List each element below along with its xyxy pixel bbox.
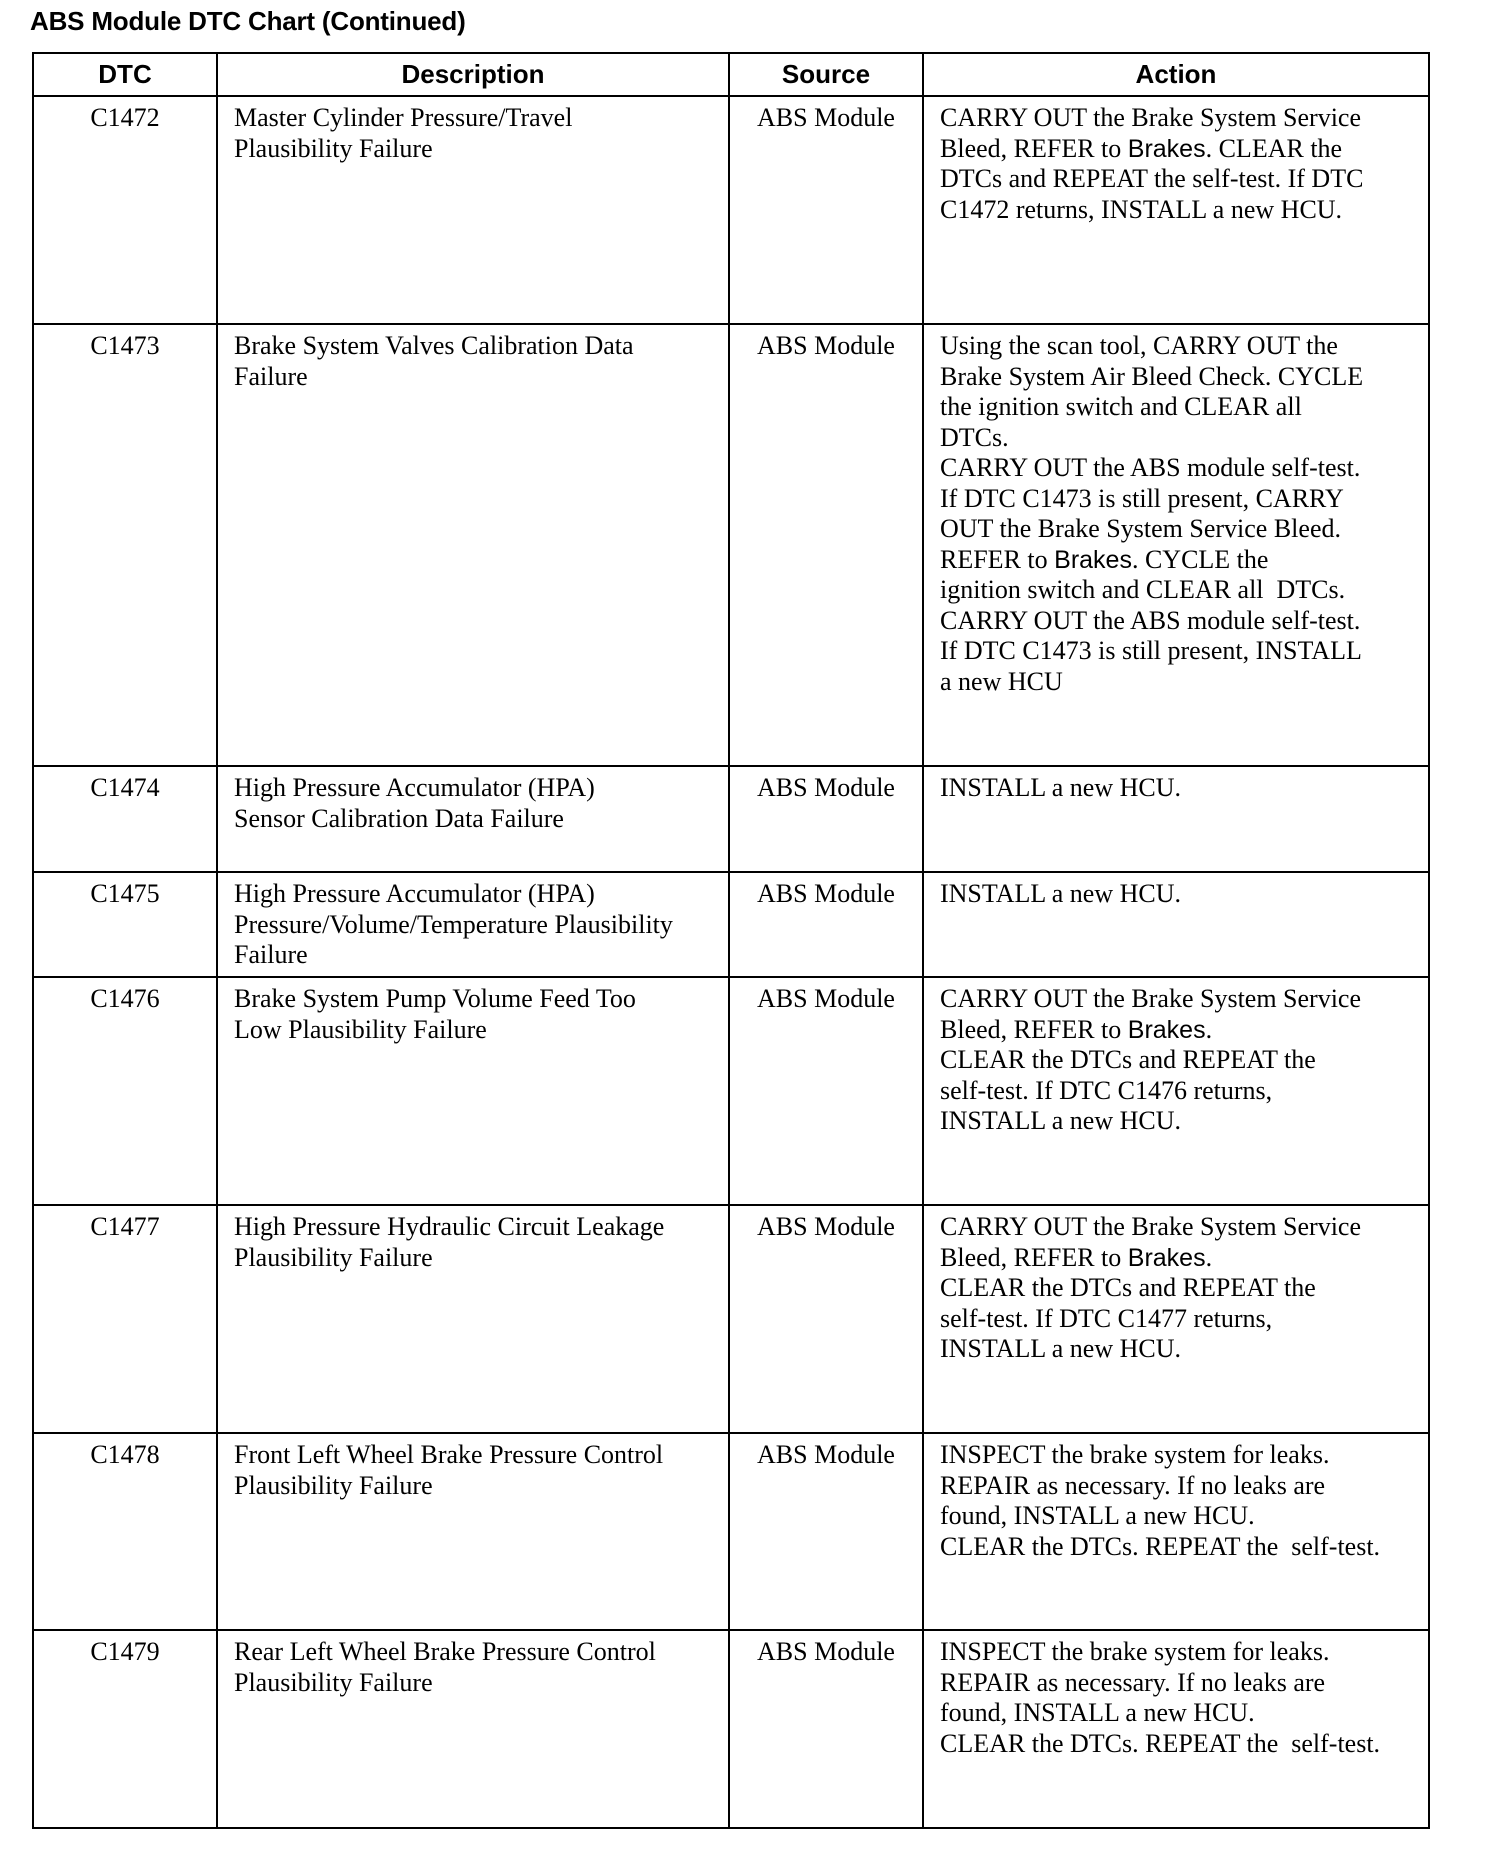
dtc-action (923, 872, 1429, 977)
dtc-source: ABS Module (729, 766, 923, 872)
column-header-action: Action (923, 53, 1429, 96)
dtc-source: ABS Module (729, 1433, 923, 1630)
action-text: INSTALL a new HCU. (940, 879, 1182, 908)
dtc-description: Brake System Pump Volume Feed Too Low Plausibility Failure (217, 977, 729, 1205)
action-text: . CLEAR the DTCs and REPEAT the self-test. If DTC C1476 returns, INSTALL a new HCU. (940, 1014, 1316, 1135)
dtc-code: C1473 (33, 324, 217, 766)
table-row (33, 96, 1429, 324)
dtc-action (923, 1205, 1429, 1433)
dtc-table (32, 52, 1430, 1829)
dtc-description: High Pressure Accumulator (HPA) Pressure/Volume/Temperature Plausibility Failure (217, 872, 729, 977)
action-text: CARRY OUT the Brake System Service Bleed, REFER to (940, 984, 1362, 1044)
dtc-description: High Pressure Accumulator (HPA) Sensor Calibration Data Failure (217, 766, 729, 872)
column-header-description: Description (217, 53, 729, 96)
dtc-code: C1474 (33, 766, 217, 872)
table-row (33, 324, 1429, 766)
brakes-reference: Brakes (1054, 545, 1132, 574)
dtc-description: Rear Left Wheel Brake Pressure Control Plausibility Failure (217, 1630, 729, 1828)
action-text: CARRY OUT the Brake System Service Bleed, REFER to (940, 103, 1362, 163)
action-text: . CLEAR the DTCs and REPEAT the self-test. If DTC C1477 returns, INSTALL a new HCU. (940, 1242, 1316, 1363)
dtc-code: C1479 (33, 1630, 217, 1828)
dtc-action (923, 96, 1429, 324)
dtc-action (923, 766, 1429, 872)
brakes-reference: Brakes (1127, 1243, 1206, 1272)
page-title: ABS Module DTC Chart (Continued) (30, 6, 466, 36)
action-text: Using the scan tool, CARRY OUT the Brake System Air Bleed Check. CYCLE the ignition switch and CLEAR all DTCs. CARRY OUT the ABS module self-test. If DTC C1473 is still present, CARRY OUT the Brake System Service Bleed. REFER to (940, 331, 1364, 574)
dtc-action (923, 977, 1429, 1205)
action-text: INSPECT the brake system for leaks. REPAIR as necessary. If no leaks are found, INSTALL a new HCU. CLEAR the DTCs. REPEAT the self-test. (940, 1440, 1381, 1561)
dtc-action (923, 1433, 1429, 1630)
table-row (33, 977, 1429, 1205)
action-text: INSTALL a new HCU. (940, 773, 1182, 802)
dtc-description: Master Cylinder Pressure/Travel Plausibility Failure (217, 96, 729, 324)
action-text: . CYCLE the ignition switch and CLEAR all DTCs. CARRY OUT the ABS module self-test. If DTC C1473 is still present, INSTALL a new HCU (940, 544, 1362, 696)
column-header-source: Source (729, 53, 923, 96)
table-row (33, 1630, 1429, 1828)
action-text: CARRY OUT the Brake System Service Bleed, REFER to (940, 1212, 1362, 1272)
dtc-source: ABS Module (729, 977, 923, 1205)
dtc-description: Front Left Wheel Brake Pressure Control Plausibility Failure (217, 1433, 729, 1630)
dtc-description: High Pressure Hydraulic Circuit Leakage Plausibility Failure (217, 1205, 729, 1433)
brakes-reference: Brakes (1127, 134, 1206, 163)
brakes-reference: Brakes (1127, 1015, 1206, 1044)
table-header-row (33, 53, 1429, 96)
dtc-action (923, 1630, 1429, 1828)
table-row (33, 1433, 1429, 1630)
dtc-code: C1472 (33, 96, 217, 324)
dtc-description: Brake System Valves Calibration Data Failure (217, 324, 729, 766)
dtc-source: ABS Module (729, 872, 923, 977)
dtc-code: C1476 (33, 977, 217, 1205)
dtc-source: ABS Module (729, 96, 923, 324)
action-text: . CLEAR the DTCs and REPEAT the self-test. If DTC C1472 returns, INSTALL a new HCU. (940, 133, 1364, 224)
dtc-source: ABS Module (729, 1205, 923, 1433)
dtc-source: ABS Module (729, 1630, 923, 1828)
dtc-code: C1475 (33, 872, 217, 977)
dtc-code: C1477 (33, 1205, 217, 1433)
dtc-action (923, 324, 1429, 766)
dtc-source: ABS Module (729, 324, 923, 766)
column-header-dtc: DTC (33, 53, 217, 96)
table-row (33, 1205, 1429, 1433)
action-text: INSPECT the brake system for leaks. REPAIR as necessary. If no leaks are found, INSTALL a new HCU. CLEAR the DTCs. REPEAT the self-test. (940, 1637, 1381, 1758)
dtc-code: C1478 (33, 1433, 217, 1630)
table-row (33, 766, 1429, 872)
table-row (33, 872, 1429, 977)
